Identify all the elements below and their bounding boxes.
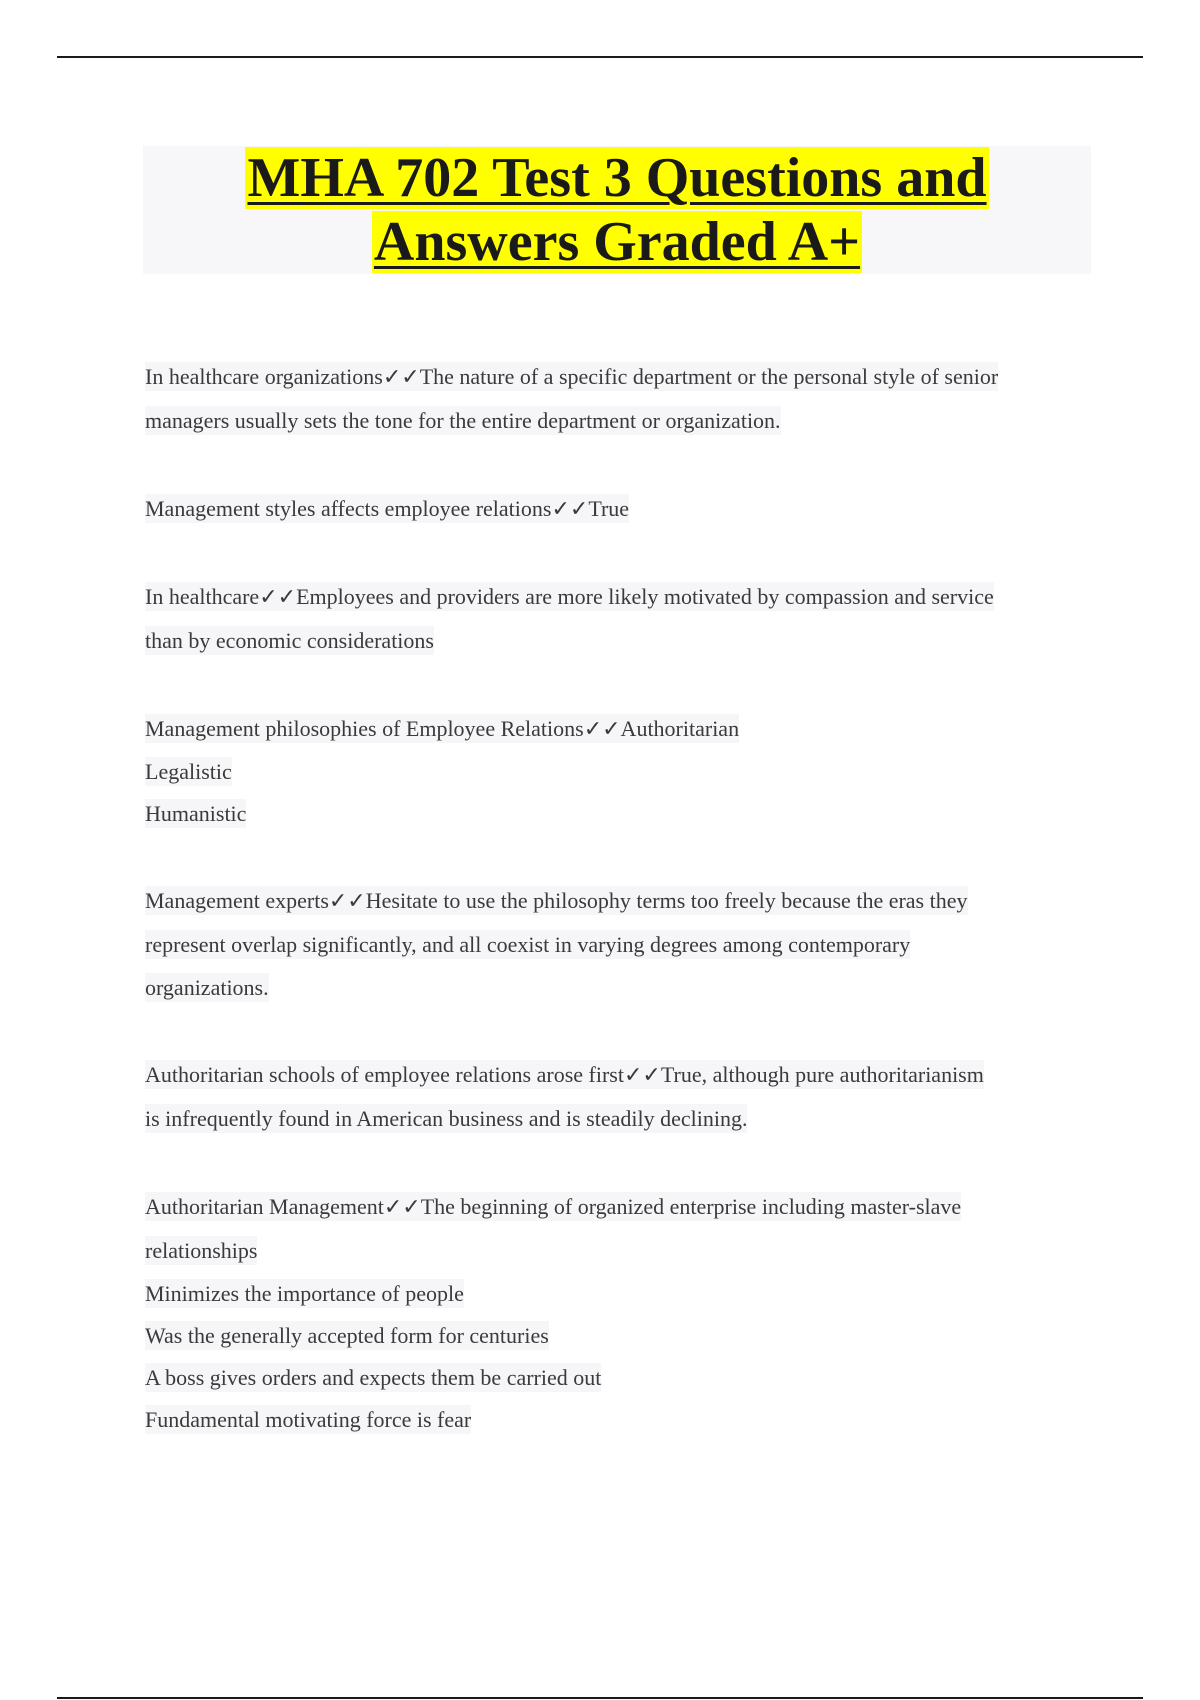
page-title-line-1: MHA 702 Test 3 Questions and	[247, 147, 987, 209]
qa-entry-4	[145, 707, 1085, 835]
qa-line: Minimizes the importance of people	[145, 1281, 464, 1306]
header-rule	[57, 56, 1143, 58]
qa-line: than by economic considerations	[145, 628, 434, 653]
footer-rule	[57, 1697, 1143, 1699]
qa-entry-6	[145, 1053, 1085, 1141]
qa-line: A boss gives orders and expects them be carried out	[145, 1365, 602, 1390]
qa-line: Was the generally accepted form for centuries	[145, 1323, 549, 1348]
qa-line: represent overlap significantly, and all coexist in varying degrees among contemporary	[145, 932, 911, 957]
qa-entry-7	[145, 1185, 1085, 1441]
qa-entry-1	[145, 355, 1085, 443]
page-title-line-2: Answers Graded A+	[373, 211, 861, 273]
qa-line: Authoritarian Management✓✓The beginning of organized enterprise including master-slave	[145, 1194, 962, 1219]
qa-line: Management styles affects employee relations✓✓True	[145, 496, 630, 521]
qa-line: relationships	[145, 1238, 258, 1263]
qa-line: Authoritarian schools of employee relations arose first✓✓True, although pure authoritarianism	[145, 1062, 984, 1087]
qa-entry-5	[145, 879, 1085, 1009]
qa-line: Management experts✓✓Hesitate to use the philosophy terms too freely because the eras they	[145, 888, 968, 913]
qa-line: Legalistic	[145, 759, 232, 784]
qa-line: In healthcare✓✓Employees and providers are more likely motivated by compassion and service	[145, 584, 994, 609]
title-block	[143, 146, 1091, 274]
qa-entry-2	[145, 487, 1085, 531]
qa-line: organizations.	[145, 975, 269, 1000]
qa-line: In healthcare organizations✓✓The nature of a specific department or the personal style of senior	[145, 364, 999, 389]
qa-line: Fundamental motivating force is fear	[145, 1407, 472, 1432]
qa-list	[145, 355, 1085, 1485]
qa-line: Humanistic	[145, 801, 247, 826]
qa-line: is infrequently found in American business and is steadily declining.	[145, 1106, 748, 1131]
qa-entry-3	[145, 575, 1085, 663]
qa-line: managers usually sets the tone for the entire department or organization.	[145, 408, 781, 433]
qa-line: Management philosophies of Employee Relations✓✓Authoritarian	[145, 716, 740, 741]
